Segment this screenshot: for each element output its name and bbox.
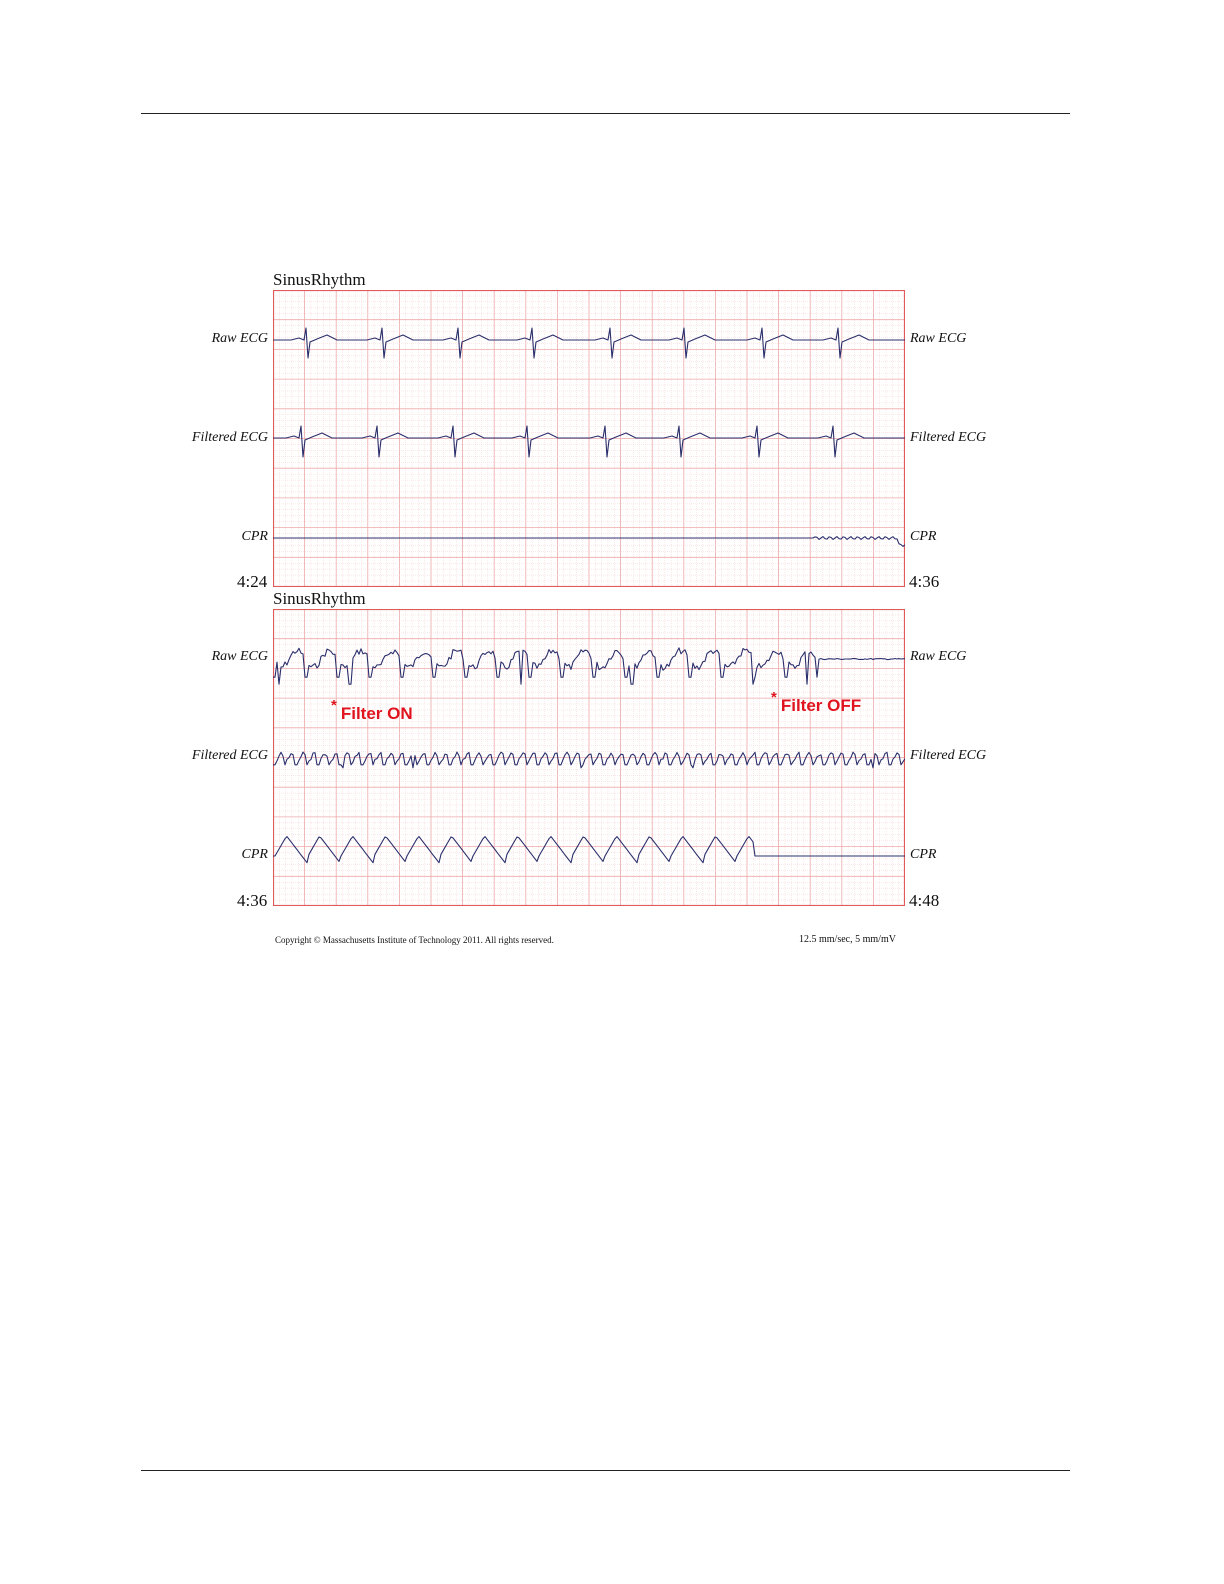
panel-2-cpr-label-left: CPR [241,847,268,862]
panel-1-filtered-ecg-label-right: Filtered ECG [910,430,987,445]
recording-scale: 12.5 mm/sec, 5 mm/mV [799,934,896,945]
panel-1-filtered-ecg-label-left: Filtered ECG [191,430,268,445]
annotation-filter-on [331,697,413,724]
panel-1-raw-ecg-label-right: Raw ECG [910,331,967,346]
panel-2-title: SinusRhythm [273,589,366,608]
top-rule [141,113,1070,114]
bottom-rule [141,1470,1070,1471]
panel-1-title: SinusRhythm [273,270,366,289]
panel-2-raw-ecg-label-left: Raw ECG [211,649,268,664]
panel-2-raw-ecg-label-right: Raw ECG [910,649,967,664]
annotation-filter-off [771,689,862,716]
panel-1-cpr-label-left: CPR [241,529,268,544]
asterisk-marker: * [771,689,777,706]
panel-2-cpr-label-right: CPR [910,847,937,862]
panel-2-end-time: 4:48 [909,891,940,910]
filter-on-text: Filter ON [340,704,413,723]
panel-1-raw-ecg-label-left: Raw ECG [211,331,268,346]
ecg-strip-panel-2 [273,609,905,906]
panel-1-start-time: 4:24 [237,572,268,591]
copyright-notice: Copyright © Massachusetts Institute of Technology 2011. All rights reserved. [275,935,554,945]
ecg-strip-panel-1 [273,290,905,587]
panel-2-filtered-ecg-label-right: Filtered ECG [910,748,987,763]
panel-1-cpr-label-right: CPR [910,529,937,544]
filter-off-text: Filter OFF [780,696,862,715]
panel-2-filtered-ecg-label-left: Filtered ECG [191,748,268,763]
asterisk-marker: * [331,697,337,714]
panel-1-end-time: 4:36 [909,572,940,591]
panel-2-start-time: 4:36 [237,891,268,910]
